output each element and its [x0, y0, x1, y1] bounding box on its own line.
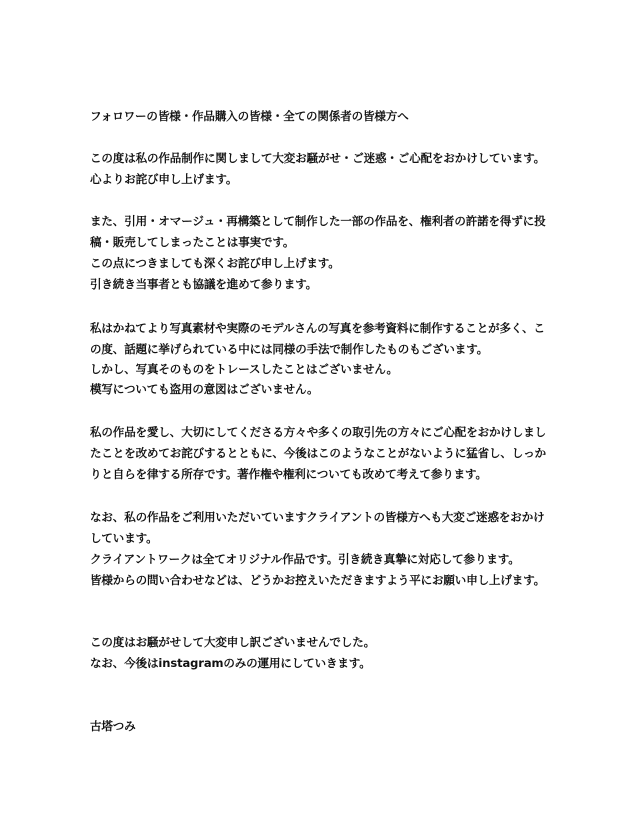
paragraph-3-line-2: の度、話題に挙げられている中には同様の手法で制作したものもございます。	[90, 342, 489, 356]
paragraph-2-line-1: また、引用・オマージュ・再構築として制作した一部の作品を、権利者の許諾を得ずに投	[90, 214, 546, 228]
paragraph-4-line-1: 私の作品を愛し、大切にしてくださる方々や多くの取引先の方々にご心配をおかけしまし	[90, 425, 546, 439]
paragraph-3-line-3: しかし、写真そのものをトレースしたことはございません。	[90, 362, 398, 376]
paragraph-5-line-1: なお、私の作品をご利用いただいていますクライアントの皆様方へも大変ご迷惑をおかけ	[90, 510, 545, 524]
paragraph-2-line-4: 引き続き当事者とも協議を進めて参ります。	[90, 277, 318, 291]
paragraph-5-line-4: 皆様からの問い合わせなどは、どうかお控えいただきますよう平にお願い申し上げます。	[90, 573, 546, 587]
paragraph-1-line-1: この度は私の作品制作に関しまして大変お騒がせ・ご迷惑・ご心配をおかけしています。	[90, 151, 546, 165]
paragraph-6-line-1: この度はお騒がせして大変申し訳ございませんでした。	[90, 635, 375, 649]
paragraph-3-line-4: 模写についても盗用の意図はございません。	[90, 382, 319, 396]
salutation: フォロワーの皆様・作品購入の皆様・全ての関係者の皆様方へ	[90, 109, 409, 123]
paragraph-6-line-2: なお、今後はinstagramのみの運用にしていきます。	[90, 656, 371, 670]
paragraph-4-line-2: たことを改めてお詫びするとともに、今後はこのようなことがないように猛省し、しっか	[90, 446, 546, 460]
paragraph-4-line-3: りと自らを律する所存です。著作権や権利についても改めて考えて参ります。	[90, 467, 487, 481]
paragraph-2-line-3: この点につきましても深くお詫び申し上げます。	[90, 256, 340, 270]
paragraph-5-line-2: しています。	[90, 531, 158, 545]
paragraph-3-line-1: 私はかねてより写真素材や実際のモデルさんの写真を参考資料に制作することが多く、こ	[90, 321, 545, 335]
paragraph-2-line-2: 稿・販売してしまったことは事実です。	[90, 235, 295, 249]
paragraph-5-line-3: クライアントワークは全てオリジナル作品です。引き続き真摯に対応して参ります。	[90, 552, 520, 566]
signature: 古塔つみ	[90, 719, 136, 733]
paragraph-1-line-2: 心よりお詫び申し上げます。	[90, 172, 238, 186]
